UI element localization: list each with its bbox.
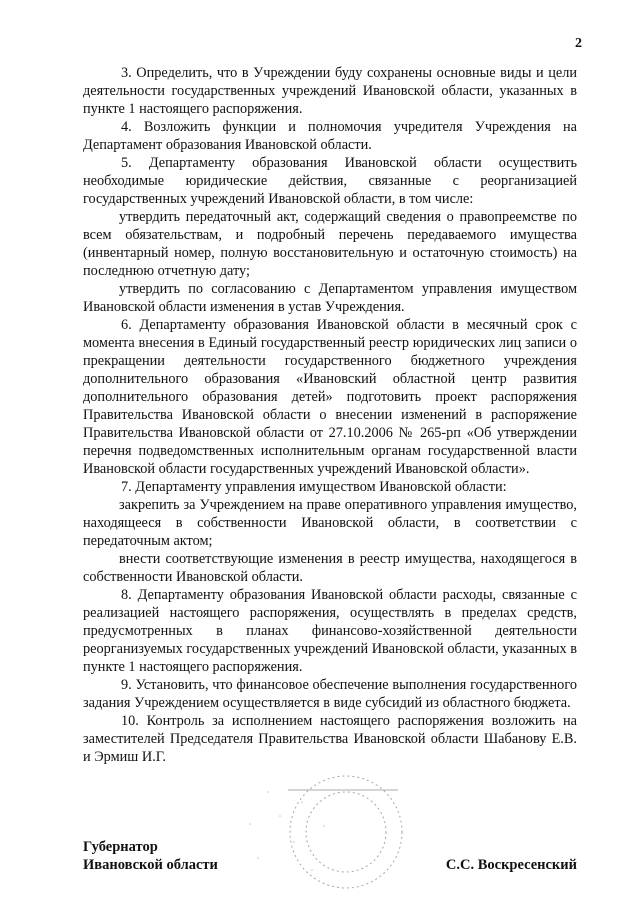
paragraph-5-item-2: утвердить по согласованию с Департаментом управления имуществом Ивановской области изменения в устав Учреждения. [83,281,577,315]
signature-block [83,838,577,874]
signer-title-line1: Губернатор [83,839,158,855]
signer-name: С.С. Воскресенский [445,857,577,873]
paragraph-5-item-1: утвердить передаточный акт, содержащий сведения о правопреемстве по всем обязательствам, и подробный перечень передаваемого имущества (инвентарный номер, полную восстановительную и остаточную стоимость) на последнюю отчетную дату; [83,209,577,279]
paragraph-8: 8. Департаменту образования Ивановской области расходы, связанные с реализацией настоящего распоряжения, осуществлять в пределах средств, предусмотренных в планах финансово-хозяйственной деятельности реорганизуемых государственных учреждений Ивановской области, указанных в пункте 1 настоящего распоряжения. [83,587,577,675]
official-stamp [228,772,408,892]
document-body [83,64,577,766]
paragraph-10: 10. Контроль за исполнением настоящего распоряжения возложить на заместителей Председателя Правительства Ивановской области Шабанову Е.В. и Эрмиш И.Г. [83,713,577,765]
paragraph-6: 6. Департаменту образования Ивановской области в месячный срок с момента внесения в Единый государственный реестр юридических лиц записи о прекращении деятельности государственного бюджетного учреждения дополнительного образования «Ивановский областной центр развития дополнительного образования детей» подготовить проект распоряжения Правительства Ивановской области о внесении изменений в распоряжение Правительства Ивановской области от 27.10.2006 № 265-рп «Об утверждении перечня подведомственных исполнительным органам государственной власти Ивановской области государственных учреждений Ивановской области». [83,317,577,477]
paragraph-4: 4. Возложить функции и полномочия учредителя Учреждения на Департамент образования Ивановской области. [83,119,577,153]
paragraph-9: 9. Установить, что финансовое обеспечение выполнения государственного задания Учреждением осуществляется в виде субсидий из областного бюджета. [83,677,577,711]
page-number: 2 [575,36,582,51]
paragraph-7-item-1: закрепить за Учреждением на праве оперативного управления имущество, находящееся в собственности Ивановской области, в соответствии с передаточным актом; [83,497,577,549]
paragraph-3: 3. Определить, что в Учреждении буду сохранены основные виды и цели деятельности государственных учреждений Ивановской области, указанных в пункте 1 настоящего распоряжения. [83,65,577,117]
signer-title-line2: Ивановской области [83,857,218,873]
paragraph-7-item-2: внести соответствующие изменения в реестр имущества, находящегося в собственности Ивановской области. [83,551,577,585]
paragraph-5: 5. Департаменту образования Ивановской области осуществить необходимые юридические действия, связанные с реорганизацией государственных учреждений Ивановской области, в том числе: [83,155,577,207]
paragraph-7: 7. Департаменту управления имуществом Ивановской области: [121,479,507,495]
